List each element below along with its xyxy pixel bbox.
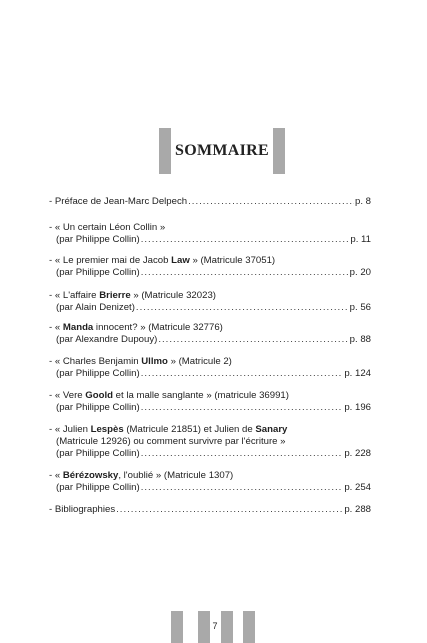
page-ref: p. 288	[344, 504, 371, 515]
entry-text-part: - «	[49, 470, 63, 481]
toc-entry	[49, 290, 371, 314]
leader-dots	[158, 334, 348, 346]
page-ref: p. 88	[349, 334, 371, 345]
entry-text	[49, 255, 275, 267]
entry-author: (par Alexandre Dupouy)	[56, 334, 158, 345]
toc-line	[49, 448, 371, 460]
page-ref: p. 254	[344, 482, 371, 493]
page-footer	[171, 611, 261, 643]
toc-entry	[49, 255, 371, 279]
entry-text: - « Un certain Léon Collin »	[49, 222, 166, 233]
entry-author: (par Philippe Collin)	[56, 267, 140, 278]
page-ref: p. 20	[349, 267, 371, 278]
page-number: 7	[212, 621, 218, 631]
toc-line	[49, 322, 371, 334]
page-ref: p. 196	[344, 402, 371, 413]
toc-line	[49, 334, 371, 346]
toc-entry	[49, 424, 371, 460]
entry-text-part: - « Vere	[49, 390, 86, 401]
entry-name: Bérézowsky	[62, 470, 119, 481]
entry-name: Manda	[62, 322, 94, 333]
entry-name: Ullmo	[141, 356, 168, 367]
toc-entry	[49, 356, 371, 380]
entry-name: Goold	[85, 390, 113, 401]
toc-line	[49, 234, 371, 246]
toc-line	[49, 368, 371, 380]
entry-name: Lespès	[90, 424, 124, 435]
toc-entry	[49, 470, 371, 494]
leader-dots	[116, 504, 343, 516]
entry-text	[49, 356, 232, 368]
footer-bar	[171, 611, 183, 643]
toc-entry	[49, 504, 371, 516]
footer-bar	[243, 611, 255, 643]
toc-line	[49, 356, 371, 368]
leader-dots	[141, 368, 344, 380]
entry-text: - Préface de Jean-Marc Delpech	[49, 196, 188, 207]
toc-line	[49, 290, 371, 302]
title-bar-left	[159, 128, 171, 174]
entry-text-part: - « L'affaire	[49, 290, 100, 301]
entry-name: Sanary	[255, 424, 288, 435]
entry-text-part: - «	[49, 322, 63, 333]
title-block	[159, 128, 285, 174]
entry-author: (par Philippe Collin)	[56, 402, 140, 413]
entry-text: (Matricule 12926) ou comment survivre par l'écriture »	[56, 436, 286, 447]
toc-line	[49, 255, 371, 267]
toc-line	[49, 402, 371, 414]
toc-line	[49, 470, 371, 482]
toc-entry	[49, 196, 371, 208]
toc-line	[49, 424, 371, 436]
entry-text	[49, 470, 233, 482]
toc-line	[49, 302, 371, 314]
entry-text-part: (Matricule 21851) et Julien de	[123, 424, 256, 435]
toc-entry	[49, 322, 371, 346]
leader-dots	[136, 302, 349, 314]
entry-text-part: » (Matricule 2)	[167, 356, 232, 367]
toc-entry	[49, 390, 371, 414]
leader-dots	[141, 482, 344, 494]
toc-line	[49, 390, 371, 402]
toc-line	[49, 267, 371, 279]
title-bar-right	[273, 128, 285, 174]
entry-text-part: - « Julien	[49, 424, 91, 435]
entry-author: (par Philippe Collin)	[56, 448, 140, 459]
entry-text-part: - « Charles Benjamin	[49, 356, 142, 367]
leader-dots	[141, 267, 349, 279]
toc-line	[49, 482, 371, 494]
toc-line	[49, 436, 371, 448]
entry-author: (par Philippe Collin)	[56, 482, 140, 493]
entry-text	[49, 322, 223, 334]
leader-dots	[188, 196, 354, 208]
entry-text-part: » (Matricule 37051)	[189, 255, 276, 266]
entry-text	[49, 424, 287, 436]
entry-text	[49, 290, 216, 302]
entry-author: (par Alain Denizet)	[56, 302, 135, 313]
toc-line	[49, 222, 371, 234]
entry-name: Brierre	[99, 290, 131, 301]
page-ref: p. 228	[344, 448, 371, 459]
page-ref: p. 124	[344, 368, 371, 379]
entry-text-part: » (Matricule 32023)	[130, 290, 216, 301]
toc-line	[49, 196, 371, 208]
footer-bar	[221, 611, 233, 643]
leader-dots	[141, 448, 344, 460]
entry-text-part: - « Le premier mai de Jacob	[49, 255, 172, 266]
entry-author: (par Philippe Collin)	[56, 368, 140, 379]
leader-dots	[141, 402, 344, 414]
page-title: SOMMAIRE	[175, 142, 269, 159]
entry-name: Law	[171, 255, 190, 266]
leader-dots	[141, 234, 350, 246]
page-ref: p. 56	[349, 302, 371, 313]
entry-text-part: , l'oublié » (Matricule 1307)	[118, 470, 234, 481]
entry-text-part: innocent? » (Matricule 32776)	[93, 322, 223, 333]
page-ref: p. 8	[354, 196, 371, 207]
entry-author: (par Philippe Collin)	[56, 234, 140, 245]
toc-line	[49, 504, 371, 516]
toc-entry	[49, 222, 371, 246]
entry-text: - Bibliographies	[49, 504, 116, 515]
entry-text-part: et la malle sanglante » (matricule 36991)	[112, 390, 289, 401]
entry-text	[49, 390, 289, 402]
page-ref: p. 11	[350, 234, 371, 245]
